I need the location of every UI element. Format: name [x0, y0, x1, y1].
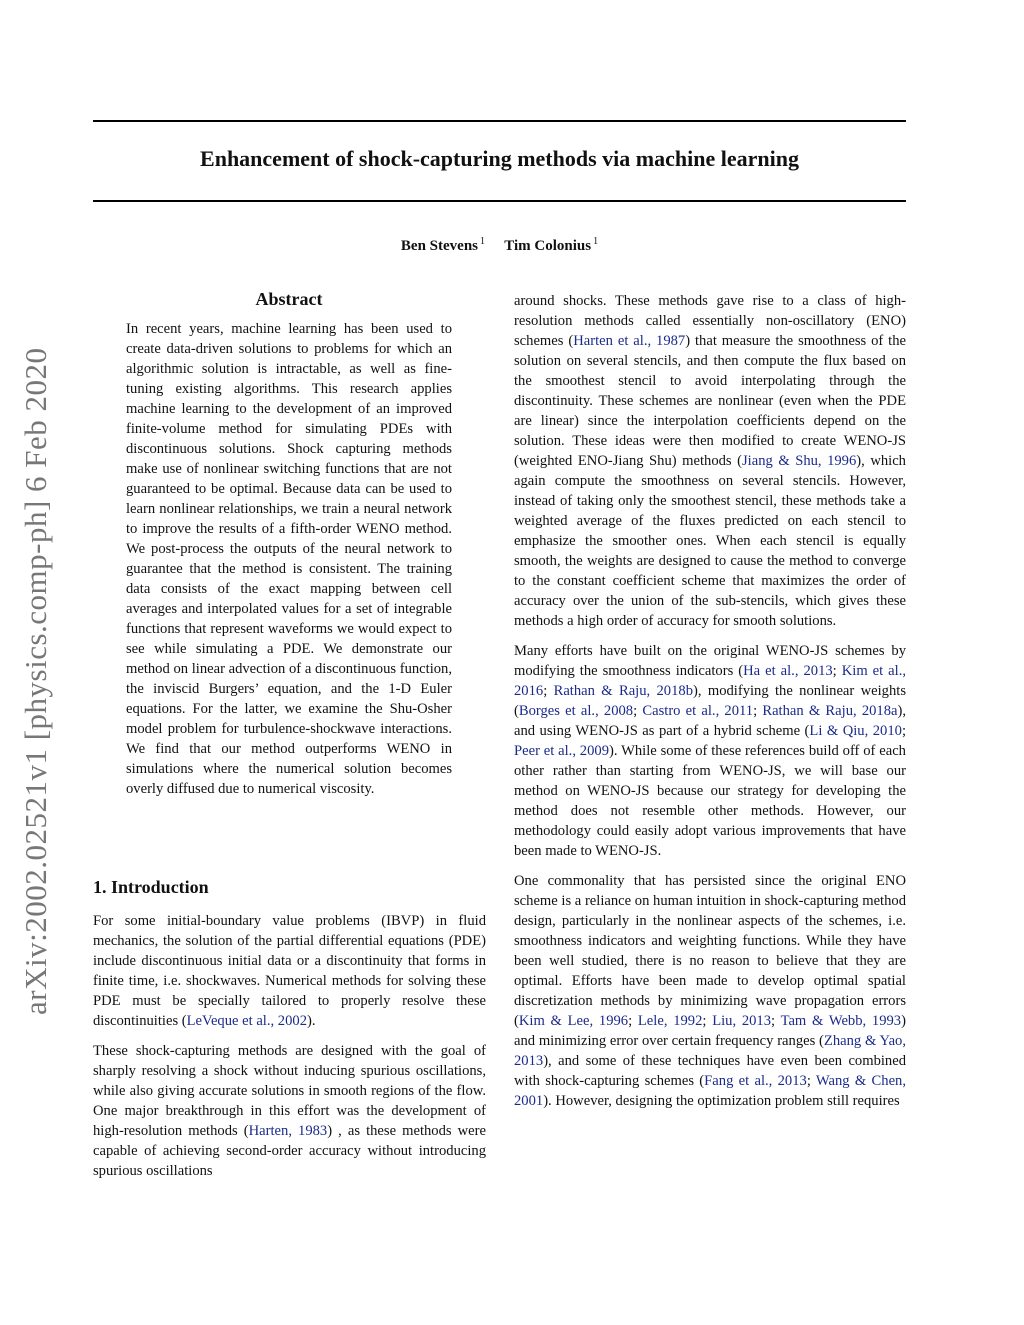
- citation-link[interactable]: Li & Qiu, 2010: [809, 723, 902, 739]
- citation-link[interactable]: Rathan & Raju, 2018b: [553, 683, 693, 699]
- citation-link[interactable]: Peer et al., 2009: [514, 743, 609, 759]
- citation-link[interactable]: Wang & Chen, 2001: [514, 1073, 906, 1109]
- author-list: [93, 236, 906, 255]
- citation-link[interactable]: Ha et al., 2013: [743, 663, 833, 679]
- paragraph: These shock-capturing methods are designed with the goal of sharply resolving a shock without inducing spurious oscillations, while also giving accurate solutions in smooth regions of the flow. One major breakthrough in this effort was the development of high-resolution methods (Harten, 1983) , as these methods were capable of achieving second-order accuracy without introducing spurious oscillations: [93, 1043, 486, 1179]
- citation-link[interactable]: Borges et al., 2008: [518, 703, 634, 719]
- abstract-heading: Abstract: [255, 289, 323, 309]
- citation-link[interactable]: Zhang & Yao, 2013: [514, 1033, 907, 1069]
- citation-link[interactable]: Jiang & Shu, 1996: [742, 453, 857, 469]
- author-name: Tim Colonius: [504, 238, 592, 254]
- citation-link[interactable]: Liu, 2013: [712, 1013, 772, 1029]
- title-bottom-rule: [93, 200, 906, 202]
- citation-link[interactable]: LeVeque et al., 2002: [186, 1013, 307, 1029]
- citation-link[interactable]: Lele, 1992: [637, 1013, 703, 1029]
- left-column: [93, 911, 486, 1191]
- citation-link[interactable]: Kim & Lee, 1996: [518, 1013, 629, 1029]
- paper-title: Enhancement of shock-capturing methods via machine learning: [200, 146, 799, 171]
- paragraph: around shocks. These methods gave rise to a class of high-resolution methods called essentially non-oscillatory (ENO) schemes (Harten et al., 1987) that measure the smoothness of the solution on several stencils, and then compute the flux based on the smoothest stencil to avoid interpolating through the discontinuity. These schemes are nonlinear (even when the PDE are linear) since the interpolation coefficients depend on the solution. These ideas were then modified to create WENO-JS (weighted ENO-Jiang Shu) methods (Jiang & Shu, 1996), which again compute the smoothness on several stencils. However, instead of taking only the smoothest stencil, these methods take a weighted average of the fluxes predicted on each stencil to emphasize the smoother ones. When each stencil is equally smooth, the weights are designed to cause the method to converge to the constant coefficient scheme that maximizes the order of accuracy over the union of the sub-stencils, which gives these methods a high order of accuracy for smooth solutions.: [514, 293, 906, 629]
- arxiv-stamp: arXiv:2002.02521v1 [physics.comp-ph] 6 Feb 2020: [18, 347, 53, 1015]
- paragraph: For some initial-boundary value problems (IBVP) in fluid mechanics, the solution of the partial differential equations (PDE) include discontinuous initial data or a discontinuity that forms in finite time, i.e. shockwaves. Numerical methods for solving these PDE must be specially tailored to properly resolve these discontinuities (LeVeque et al., 2002).: [93, 913, 486, 1029]
- citation-link[interactable]: Rathan & Raju, 2018a: [762, 703, 898, 719]
- section-heading-introduction: 1. Introduction: [93, 877, 209, 897]
- citation-link[interactable]: Harten, 1983: [248, 1123, 328, 1139]
- author-affiliation: 1: [480, 236, 485, 247]
- title-top-rule: [93, 120, 906, 122]
- paragraph: One commonality that has persisted since the original ENO scheme is a reliance on human intuition in shock-capturing method design, particularly in the nonlinear aspects of the schemes, i.e. smoothness indicators and weighting functions. While they have been well studied, there is no reason to believe that they are optimal. Efforts have been made to develop optimal spatial discretization methods by minimizing wave propagation errors (Kim & Lee, 1996; Lele, 1992; Liu, 2013; Tam & Webb, 1993) and minimizing error over certain frequency ranges (Zhang & Yao, 2013), and some of these techniques have even been combined with shock-capturing schemes (Fang et al., 2013; Wang & Chen, 2001). However, designing the optimization problem still requires: [514, 873, 907, 1109]
- abstract-text: In recent years, machine learning has been used to create data-driven solutions to problems for which an algorithmic solution is intractable, as well as fine-tuning existing algorithms. This research applies machine learning to the development of an improved finite-volume method for simulating PDEs with discontinuous solutions. Shock capturing methods make use of nonlinear switching functions that are not guaranteed to be optimal. Because data can be used to learn nonlinear relationships, we train a neural network to improve the results of a fifth-order WENO method. We post-process the outputs of the neural network to guarantee that the method is consistent. The training data consists of the exact mapping between cell averages and interpolated values for a set of integrable functions that represent waveforms we would expect to see while simulating a PDE. We demonstrate our method on linear advection of a discontinuous function, the inviscid Burgers’ equation, and the 1-D Euler equations. For the latter, we examine the Shu-Osher model problem for turbulence-shockwave interactions. We find that our method outperforms WENO in simulations where the numerical solution becomes overly diffused due to numerical viscosity.: [126, 321, 452, 797]
- citation-link[interactable]: Tam & Webb, 1993: [780, 1013, 902, 1029]
- citation-link[interactable]: Fang et al., 2013: [704, 1073, 807, 1089]
- author-affiliation: 1: [593, 236, 599, 247]
- citation-link[interactable]: Castro et al., 2011: [642, 703, 754, 719]
- right-column: [514, 291, 906, 1121]
- citation-link[interactable]: Harten et al., 1987: [573, 333, 686, 349]
- citation-link[interactable]: Kim et al., 2016: [514, 663, 907, 699]
- author-name: Ben Stevens: [400, 238, 478, 254]
- paragraph: Many efforts have built on the original WENO-JS schemes by modifying the smoothness indicators (Ha et al., 2013; Kim et al., 2016; Rathan & Raju, 2018b), modifying the nonlinear weights (Borges et al., 2008; Castro et al., 2011; Rathan & Raju, 2018a), and using WENO-JS as part of a hybrid scheme (Li & Qiu, 2010; Peer et al., 2009). While some of these references build off of each other rather than starting from WENO-JS, we will base our method on WENO-JS because our strategy for developing the method does not resemble other methods. However, our methodology could easily adopt various improvements that have been made to WENO-JS.: [514, 643, 907, 859]
